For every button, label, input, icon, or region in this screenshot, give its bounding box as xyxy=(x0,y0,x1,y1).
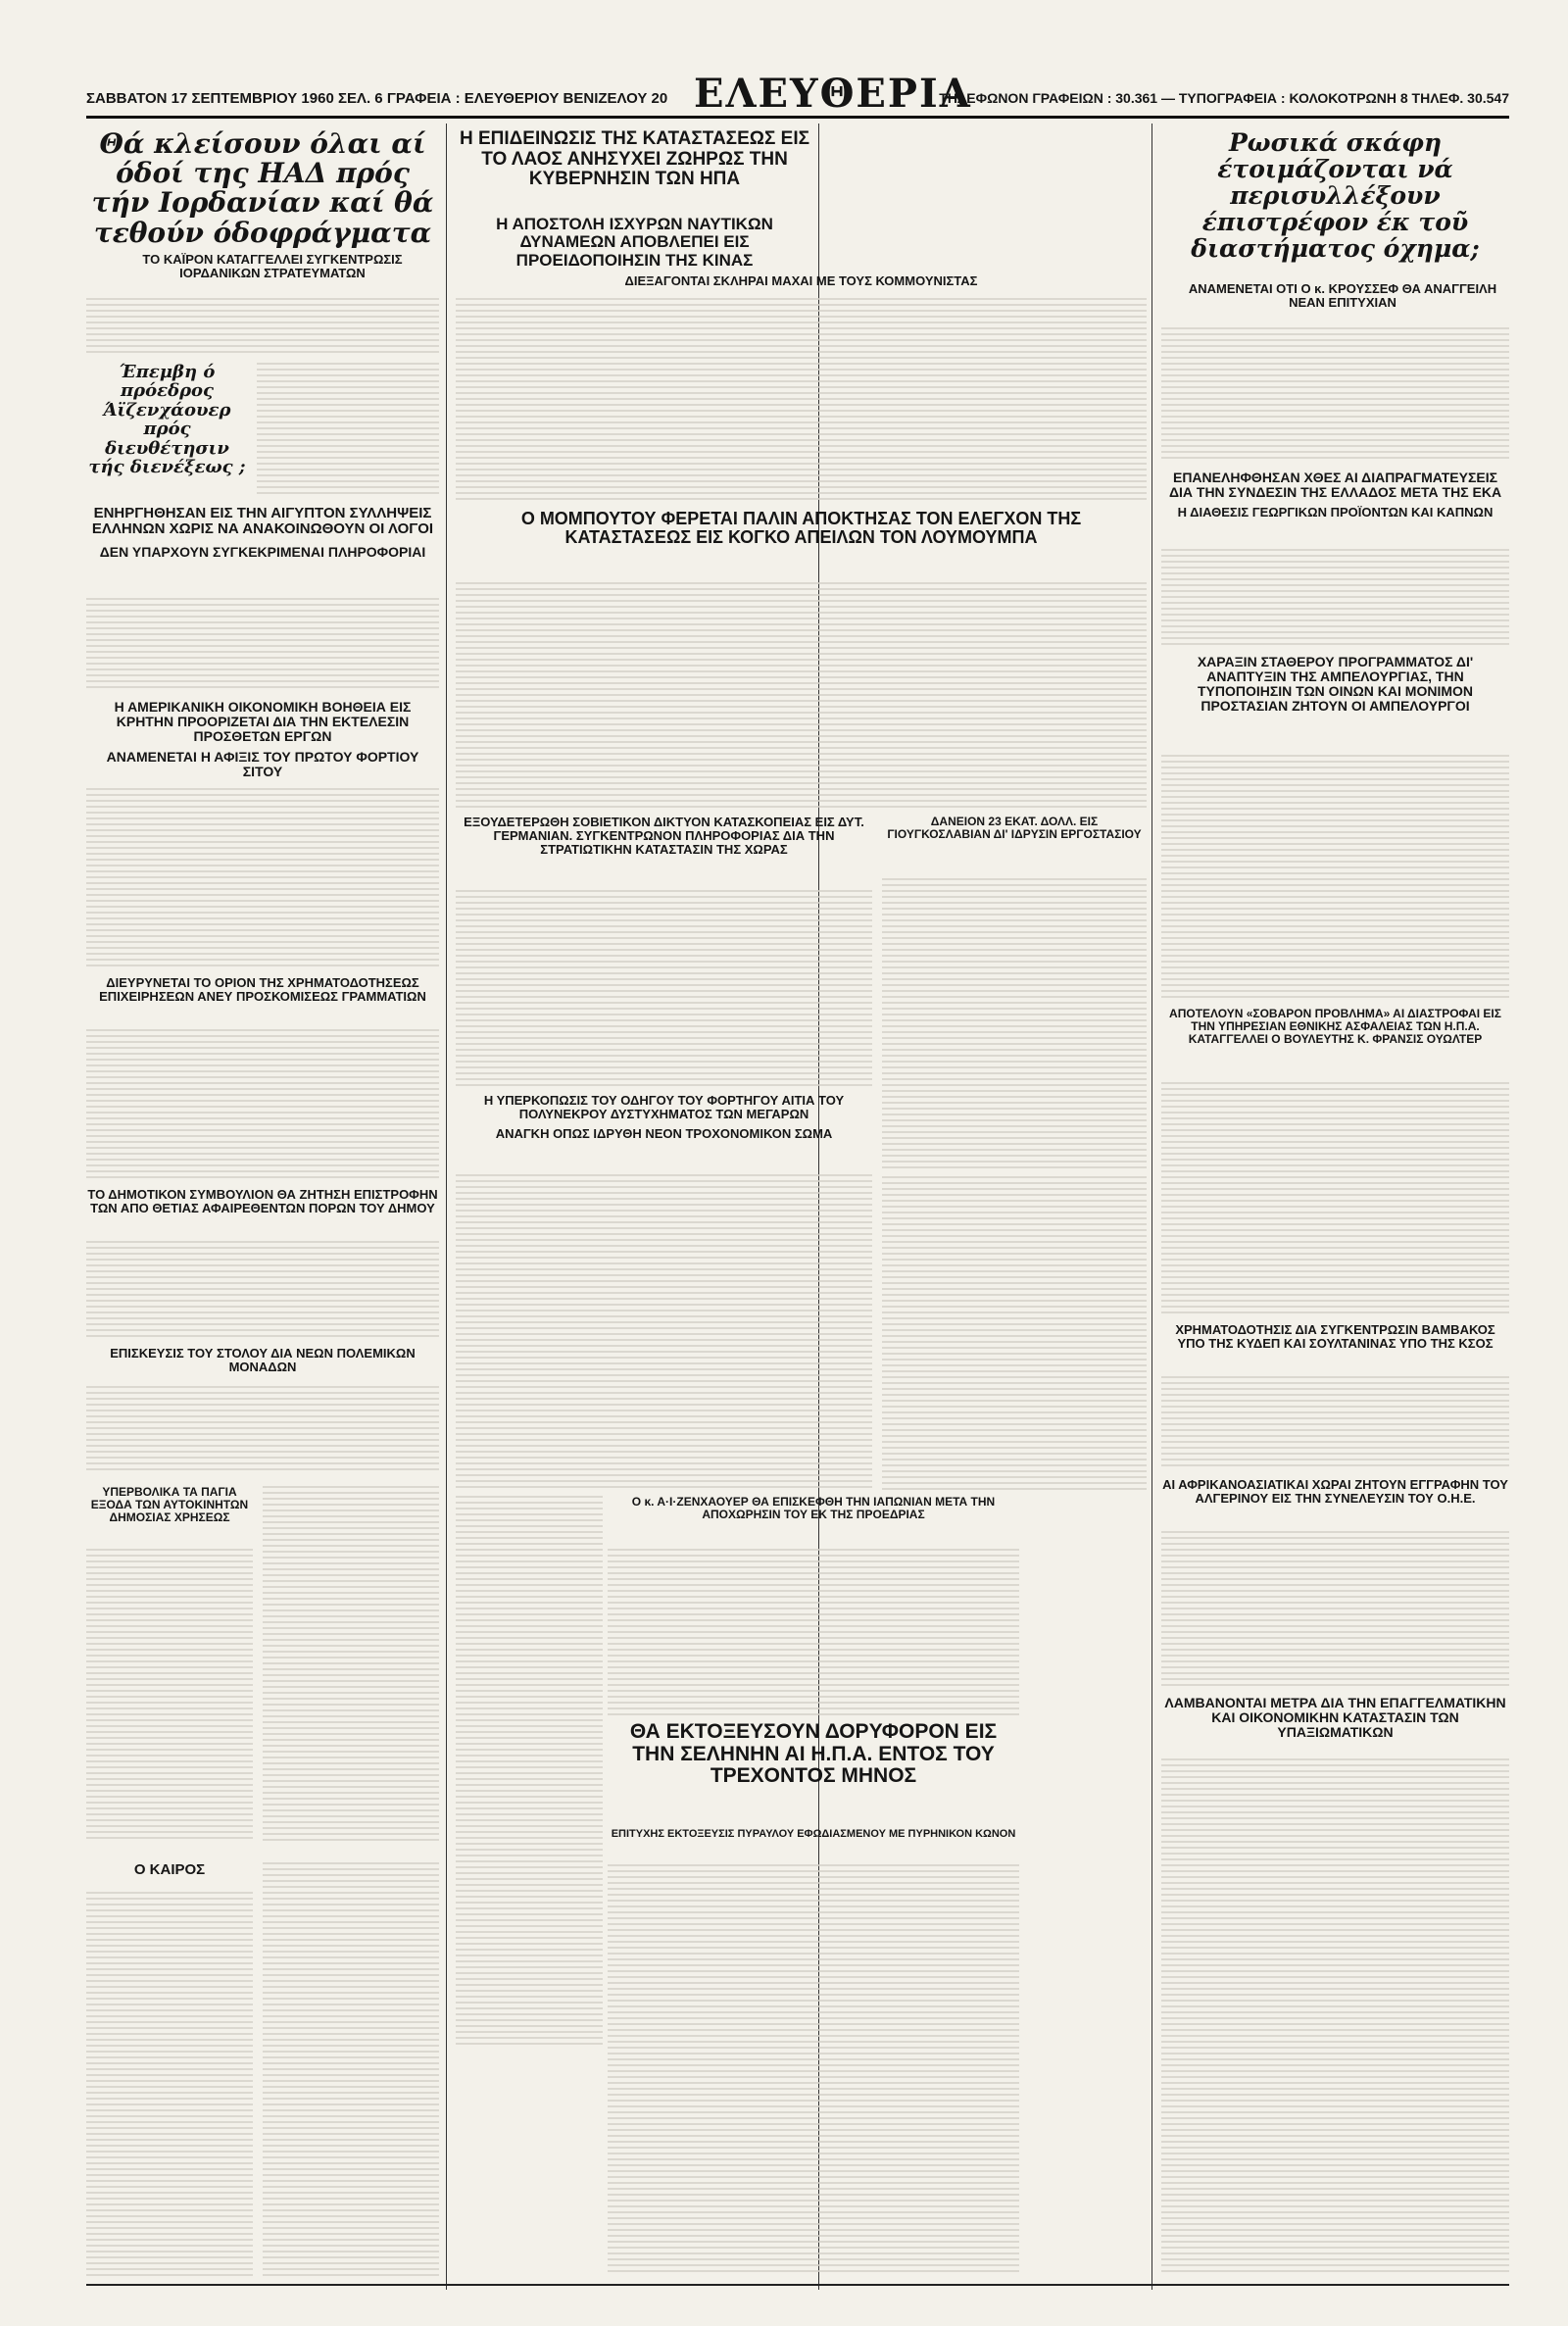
headline-block xyxy=(456,129,813,212)
headline-block xyxy=(608,1721,1019,1825)
article-body xyxy=(882,1176,1147,1490)
article-question: Έπεμβη ό πρόεδρος Άϊζενχάουερ πρός διευθέτησιν τής διενέξεως ; xyxy=(88,362,246,478)
article-headline: ΕΠΑΝΕΛΗΦΘΗΣΑΝ ΧΘΕΣ ΑΙ ΔΙΑΠΡΑΓΜΑΤΕΥΣΕΙΣ ΔΙΑ ΤΗΝ ΣΥΝΔΕΣΙΝ ΤΗΣ ΕΛΛΑΔΟΣ ΜΕΤΑ ΤΗΣ ΕΚΑ xyxy=(1168,470,1502,501)
article-body xyxy=(1161,1082,1509,1317)
article-headline: Η ΕΠΙΔΕΙΝΩΣΙΣ ΤΗΣ ΚΑΤΑΣΤΑΣΕΩΣ ΕΙΣ ΤΟ ΛΑΟΣ ΑΝΗΣΥΧΕΙ ΖΩΗΡΩΣ ΤΗΝ ΚΥΒΕΡΝΗΣΙΝ ΤΩΝ ΗΠΑ xyxy=(459,128,810,190)
headline-block xyxy=(1161,129,1509,276)
article-body xyxy=(86,1892,253,2276)
masthead xyxy=(86,71,1509,119)
article-body xyxy=(1161,1531,1509,1688)
article-deck-block xyxy=(456,274,1147,294)
article-subheadline-block xyxy=(456,216,813,271)
headline-block xyxy=(86,1486,253,1547)
article-headline: ΧΡΗΜΑΤΟΔΟΤΗΣΙΣ ΔΙΑ ΣΥΓΚΕΝΤΡΩΣΙΝ ΒΑΜΒΑΚΟΣ ΥΠΟ ΤΗΣ ΚΥΔΕΠ ΚΑΙ ΣΟΥΛΤΑΝΙΝΑΣ ΥΠΟ ΤΗΣ ΚΣΟΣ xyxy=(1175,1322,1495,1352)
article-subheadline: Η ΑΠΟΣΤΟΛΗ ΙΣΧΥΡΩΝ ΝΑΥΤΙΚΩΝ ΔΥΝΑΜΕΩΝ ΑΠΟΒΛΕΠΕΙ ΕΙΣ ΠΡΟΕΙΔΟΠΟΙΗΣΙΝ ΤΗΣ ΚΙΝΑΣ xyxy=(496,215,773,270)
article-deck: ΔΙΕΞΑΓΟΝΤΑΙ ΣΚΛΗΡΑΙ ΜΑΧΑΙ ΜΕ ΤΟΥΣ ΚΟΜΜΟΥΝΙΣΤΑΣ xyxy=(624,273,978,288)
article-headline: ΑΙ ΑΦΡΙΚΑΝΟΑΣΙΑΤΙΚΑΙ ΧΩΡΑΙ ΖΗΤΟΥΝ ΕΓΓΡΑΦΗΝ ΤΟΥ ΑΛΓΕΡΙΝΟΥ ΕΙΣ ΤΗΝ ΣΥΝΕΛΕΥΣΙΝ ΤΟΥ Ο.Η.Ε. xyxy=(1162,1477,1508,1507)
article-subheadline: Η ΔΙΑΘΕΣΙΣ ΓΕΩΡΓΙΚΩΝ ΠΡΟΪΟΝΤΩΝ ΚΑΙ ΚΑΠΝΩΝ xyxy=(1177,505,1494,520)
article-subheadline: ΕΠΙΤΥΧΗΣ ΕΚΤΟΞΕΥΣΙΣ ΠΥΡΑΥΛΟΥ ΕΦΩΔΙΑΣΜΕΝΟΥ ΜΕ ΠΥΡΗΝΙΚΟΝ ΚΩΝΟΝ xyxy=(611,1828,1016,1840)
article-body xyxy=(86,1029,439,1182)
article-body xyxy=(86,788,439,970)
article-question-block xyxy=(86,362,248,478)
article-body xyxy=(86,1241,439,1339)
headline-block xyxy=(86,976,439,1023)
article-body xyxy=(263,1486,439,1843)
article-body xyxy=(86,598,439,692)
article-headline: ΤΟ ΔΗΜΟΤΙΚΟΝ ΣΥΜΒΟΥΛΙΟΝ ΘΑ ΖΗΤΗΣΗ ΕΠΙΣΤΡΟΦΗΝ ΤΩΝ ΑΠΟ ΘΕΤΙΑΣ ΑΦΑΙΡΕΘΕΝΤΩΝ ΠΟΡΩΝ ΤΟΥ ΔΗΜΟΥ xyxy=(87,1187,438,1216)
article-headline: Θά κλείσουν όλαι αί όδοί της ΗΑΔ πρός τήν Ιορδανίαν καί θά τεθούν όδοφράγματα xyxy=(91,127,434,249)
headline-block xyxy=(882,816,1147,874)
article-body xyxy=(1161,327,1509,463)
article-subheadline-block xyxy=(608,1829,1019,1860)
headline-block xyxy=(86,700,439,782)
headline-block xyxy=(456,510,1147,576)
article-body xyxy=(882,878,1147,1172)
masthead-contacts: ΤΗΛΕΦΩΝΟΝ ΓΡΑΦΕΙΩΝ : 30.361 — ΤΥΠΟΓΡΑΦΕΙΑ : ΚΟΛΟΚΟΤΡΩΝΗ 8 ΤΗΛΕΦ. 30.547 xyxy=(939,90,1509,106)
article-headline: ΧΑΡΑΞΙΝ ΣΤΑΘΕΡΟΥ ΠΡΟΓΡΑΜΜΑΤΟΣ ΔΙ' ΑΝΑΠΤΥΞΙΝ ΤΗΣ ΑΜΠΕΛΟΥΡΓΙΑΣ, ΤΗΝ ΤΥΠΟΠΟΙΗΣΙΝ ΤΩΝ ΟΙΝΩΝ ΚΑΙ ΜΟΝΙΜΟΝ ΠΡΟΣΤΑΣΙΑΝ ΖΗΤΟΥΝ ΟΙ ΑΜΠΕΛΟΥΡΓΟΙ xyxy=(1197,654,1474,715)
article-body xyxy=(456,1496,603,2045)
headline-block xyxy=(1161,470,1509,543)
article-subheadline: ΔΕΝ ΥΠΑΡΧΟΥΝ ΣΥΓΚΕΚΡΙΜΕΝΑΙ ΠΛΗΡΟΦΟΡΙΑΙ xyxy=(99,544,426,561)
headline-block xyxy=(86,1862,253,1888)
article-headline: ΥΠΕΡΒΟΛΙΚΑ ΤΑ ΠΑΓΙΑ ΕΞΟΔΑ ΤΩΝ ΑΥΤΟΚΙΝΗΤΩΝ ΔΗΜΟΣΙΑΣ ΧΡΗΣΕΩΣ xyxy=(90,1485,249,1524)
article-subheadline: ΑΝΑΓΚΗ ΟΠΩΣ ΙΔΡΥΘΗ ΝΕΟΝ ΤΡΟΧΟΝΟΜΙΚΟΝ ΣΩΜΑ xyxy=(495,1126,833,1142)
headline-block xyxy=(1161,1478,1509,1527)
article-headline: ΑΠΟΤΕΛΟΥΝ «ΣΟΒΑΡΟΝ ΠΡΟΒΛΗΜΑ» ΑΙ ΔΙΑΣΤΡΟΦΑΙ ΕΙΣ ΤΗΝ ΥΠΗΡΕΣΙΑΝ ΕΘΝΙΚΗΣ ΑΣΦΑΛΕΙΑΣ ΤΩΝ Η.Π.Α. ΚΑΤΑΓΓΕΛΛΕΙ Ο ΒΟΥΛΕΥΤΗΣ Κ. ΦΡΑΝΣΙΣ ΟΥΩΛΤΕΡ xyxy=(1169,1007,1501,1046)
article-body xyxy=(608,1549,1019,1715)
masthead-title: ΕΛΕΥΘΕΡΙΑ xyxy=(694,71,972,117)
article-body xyxy=(1161,1376,1509,1470)
article-headline: Ο ΚΑΙΡΟΣ xyxy=(133,1861,206,1878)
footer-rule xyxy=(86,2284,1509,2286)
article-headline: ΕΝΗΡΓΗΘΗΣΑΝ ΕΙΣ ΤΗΝ ΑΙΓΥΠΤΟΝ ΣΥΛΛΗΨΕΙΣ ΕΛΛΗΝΩΝ ΧΩΡΙΣ ΝΑ ΑΝΑΚΟΙΝΩΘΟΥΝ ΟΙ ΛΟΓΟΙ xyxy=(91,505,434,538)
article-headline: Ο ΜΟΜΠΟΥΤΟΥ ΦΕΡΕΤΑΙ ΠΑΛΙΝ ΑΠΟΚΤΗΣΑΣ ΤΟΝ ΕΛΕΓΧΟΝ ΤΗΣ ΚΑΤΑΣΤΑΣΕΩΣ ΕΙΣ ΚΟΓΚΟ ΑΠΕΙΛΩΝ ΤΟΝ ΛΟΥΜΟΥΜΠΑ xyxy=(520,509,1082,548)
article-body xyxy=(257,363,439,498)
masthead-date: ΣΑΒΒΑΤΟΝ 17 ΣΕΠΤΕΜΒΡΙΟΥ 1960 ΣΕΛ. 6 ΓΡΑΦΕΙΑ : ΕΛΕΥΘΕΡΙΟΥ ΒΕΝΙΖΕΛΟΥ 20 xyxy=(86,90,668,107)
headline-block xyxy=(86,506,439,592)
article-body xyxy=(86,1386,439,1474)
article-headline: ΘΑ ΕΚΤΟΞΕΥΣΟΥΝ ΔΟΡΥΦΟΡΟΝ ΕΙΣ ΤΗΝ ΣΕΛΗΝΗΝ ΑΙ Η.Π.Α. ΕΝΤΟΣ ΤΟΥ ΤΡΕΧΟΝΤΟΣ ΜΗΝΟΣ xyxy=(629,1720,998,1788)
headline-block xyxy=(1161,1323,1509,1372)
headline-block xyxy=(86,1188,439,1237)
headline-block xyxy=(608,1496,1019,1543)
article-headline: ΕΞΟΥΔΕΤΕΡΩΘΗ ΣΟΒΙΕΤΙΚΟΝ ΔΙΚΤΥΟΝ ΚΑΤΑΣΚΟΠΕΙΑΣ ΕΙΣ ΔΥΤ. ΓΕΡΜΑΝΙΑΝ. ΣΥΓΚΕΝΤΡΩΝΟΝ ΠΛΗΡΟΦΟΡΙΑΣ ΔΙΑ ΤΗΝ ΣΤΡΑΤΙΩΤΙΚΗΝ ΚΑΤΑΣΤΑΣΙΝ ΤΗΣ ΧΩΡΑΣ xyxy=(464,815,864,858)
article-headline: ΕΠΙΣΚΕΥΣΙΣ ΤΟΥ ΣΤΟΛΟΥ ΔΙΑ ΝΕΩΝ ΠΟΛΕΜΙΚΩΝ ΜΟΝΑΔΩΝ xyxy=(110,1346,416,1375)
article-body xyxy=(1161,755,1509,1000)
article-subheadline: ΑΝΑΜΕΝΕΤΑΙ ΟΤΙ Ο κ. ΚΡΟΥΣΣΕΦ ΘΑ ΑΝΑΓΓΕΙΛΗ ΝΕΑΝ ΕΠΙΤΥΧΙΑΝ xyxy=(1188,281,1497,311)
article-headline: Η ΥΠΕΡΚΟΠΩΣΙΣ ΤΟΥ ΟΔΗΓΟΥ ΤΟΥ ΦΟΡΤΗΓΟΥ ΑΙΤΙΑ ΤΟΥ ΠΟΛΥΝΕΚΡΟΥ ΔΥΣΤΥΧΗΜΑΤΟΣ ΤΩΝ ΜΕΓΑΡΩΝ xyxy=(483,1093,845,1122)
article-headline: ΔΙΕΥΡΥΝΕΤΑΙ ΤΟ ΟΡΙΟΝ ΤΗΣ ΧΡΗΜΑΤΟΔΟΤΗΣΕΩΣ ΕΠΙΧΕΙΡΗΣΕΩΝ ΑΝΕΥ ΠΡΟΣΚΟΜΙΣΕΩΣ ΓΡΑΜΜΑΤΙΩΝ xyxy=(99,975,426,1005)
headline-block xyxy=(1161,1008,1509,1078)
article-headline: ΔΑΝΕΙΟΝ 23 ΕΚΑΤ. ΔΟΛΛ. ΕΙΣ ΓΙΟΥΓΚΟΣΛΑΒΙΑΝ ΔΙ' ΙΔΡΥΣΙΝ ΕΡΓΟΣΤΑΣΙΟΥ xyxy=(887,815,1142,841)
article-headline: Η ΑΜΕΡΙΚΑΝΙΚΗ ΟΙΚΟΝΟΜΙΚΗ ΒΟΗΘΕΙΑ ΕΙΣ ΚΡΗΤΗΝ ΠΡΟΟΡΙΖΕΤΑΙ ΔΙΑ ΤΗΝ ΕΚΤΕΛΕΣΙΝ ΠΡΟΣΘΕΤΩΝ ΕΡΓΩΝ xyxy=(114,699,412,745)
article-body xyxy=(86,1549,253,1843)
article-body xyxy=(456,582,1147,808)
headline-block xyxy=(456,816,872,884)
article-body xyxy=(456,890,872,1086)
headline-block xyxy=(456,1094,872,1168)
article-headline: Ο κ. Α·Ι·ΖΕΝΧΑΟΥΕΡ ΘΑ ΕΠΙΣΚΕΦΘΗ ΤΗΝ ΙΑΠΩΝΙΑΝ ΜΕΤΑ ΤΗΝ ΑΠΟΧΩΡΗΣΙΝ ΤΟΥ ΕΚ ΤΗΣ ΠΡΟΕΔΡΙΑΣ xyxy=(631,1495,996,1521)
headline-block xyxy=(1161,1696,1509,1753)
article-body xyxy=(456,298,1147,504)
column-rule xyxy=(446,124,447,2290)
article-subheadline: ΤΟ ΚΑΪΡΟΝ ΚΑΤΑΓΓΕΛΛΕΙ ΣΥΓΚΕΝΤΡΩΣΙΣ ΙΟΡΔΑΝΙΚΩΝ ΣΤΡΑΤΕΥΜΑΤΩΝ xyxy=(142,252,403,281)
headline-block xyxy=(86,129,439,247)
article-subheadline-block xyxy=(1176,282,1509,322)
article-body xyxy=(608,1864,1019,2276)
headline-block xyxy=(1161,655,1509,749)
article-body xyxy=(456,1174,872,1488)
article-headline: Ρωσικά σκάφη έτοιμάζονται νά περισυλλέξουν έπιστρέφον έκ τοῦ διαστήματος όχημα; xyxy=(1191,128,1480,263)
article-subheadline-block xyxy=(108,253,437,292)
article-body xyxy=(86,298,439,357)
article-headline: ΛΑΜΒΑΝΟΝΤΑΙ ΜΕΤΡΑ ΔΙΑ ΤΗΝ ΕΠΑΓΓΕΛΜΑΤΙΚΗΝ ΚΑΙ ΟΙΚΟΝΟΜΙΚΗΝ ΚΑΤΑΣΤΑΣΙΝ ΤΩΝ ΥΠΑΞΙΩΜΑΤΙΚΩΝ xyxy=(1164,1695,1506,1741)
headline-block xyxy=(86,1347,439,1380)
article-body xyxy=(1161,549,1509,647)
article-body xyxy=(263,1862,439,2276)
article-body xyxy=(1161,1758,1509,2276)
article-subheadline: ΑΝΑΜΕΝΕΤΑΙ Η ΑΦΙΞΙΣ ΤΟΥ ΠΡΩΤΟΥ ΦΟΡΤΙΟΥ ΣΙΤΟΥ xyxy=(106,749,419,780)
